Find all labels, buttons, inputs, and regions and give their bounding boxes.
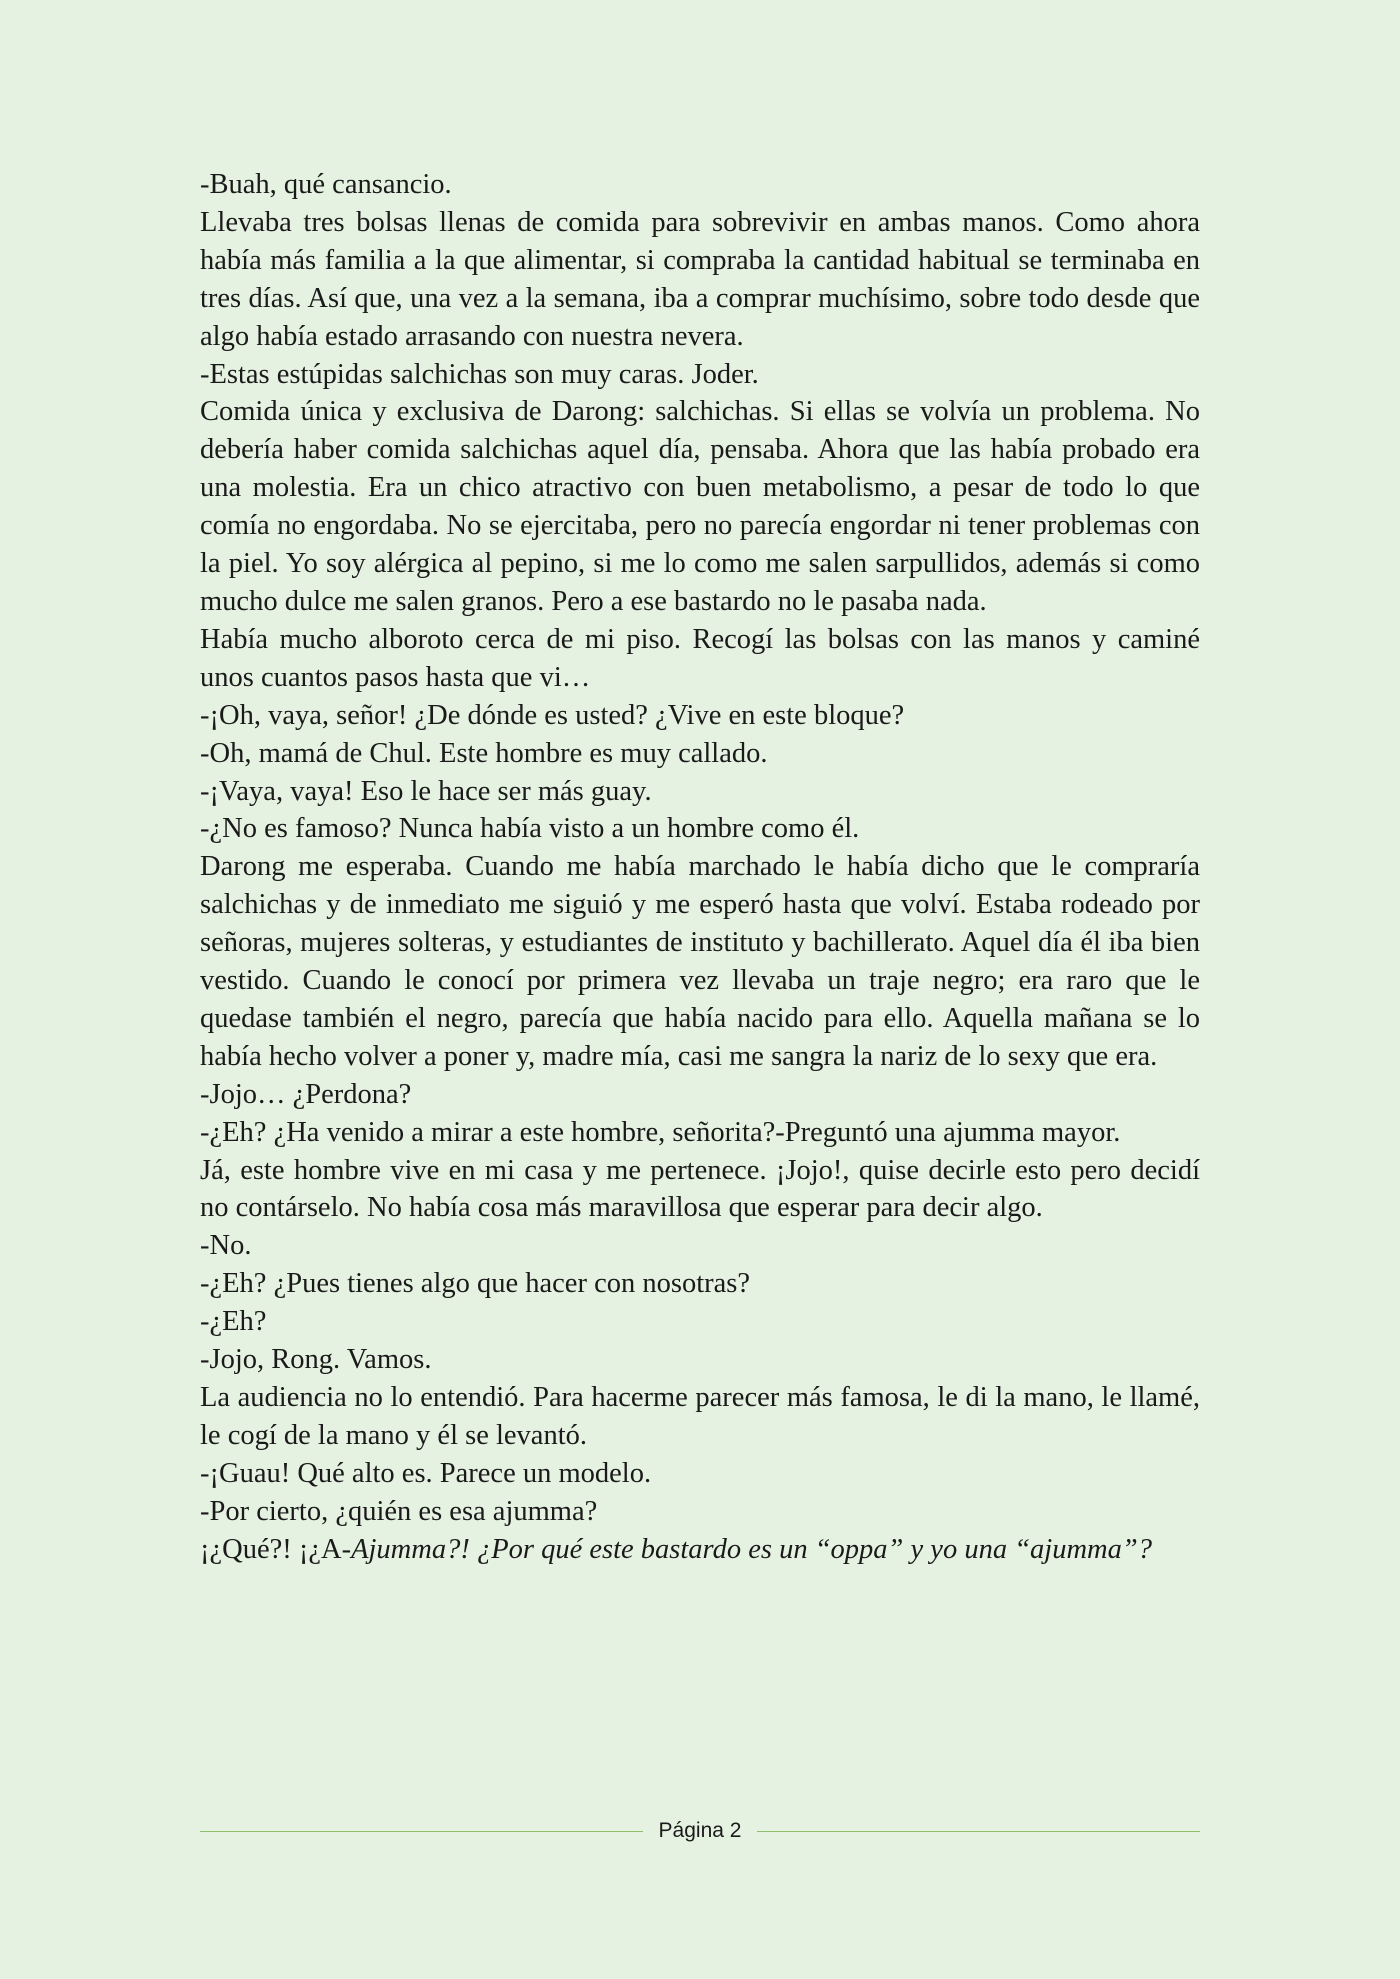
body-text [200,166,1200,1569]
paragraph: -¿Eh? ¿Ha venido a mirar a este hombre, señorita?-Preguntó una ajumma mayor. [200,1116,1121,1148]
closing-italic-text: Ajumma?! ¿Por qué este bastardo es un “oppa” y yo una “ajumma”? [351,1533,1152,1565]
paragraph: La audiencia no lo entendió. Para hacerme parecer más famosa, le di la mano, le llamé, le cogí de la mano y él se levantó. [200,1382,1200,1451]
paragraph: -¡Vaya, vaya! Eso le hace ser más guay. [200,775,652,807]
paragraph: -Oh, mamá de Chul. Este hombre es muy callado. [200,737,768,769]
paragraph: -¿No es famoso? Nunca había visto a un hombre como él. [200,813,860,845]
footer-rule-right [757,1831,1200,1832]
paragraph: -Jojo… ¿Perdona? [200,1078,412,1110]
paragraph: Darong me esperaba. Cuando me había marchado le había dicho que le compraría salchichas y de inmediato me siguió y me esperó hasta que volví. Estaba rodeado por señoras, mujeres solteras, y estudiantes de instituto y bachillerato. Aquel día él iba bien vestido. Cuando le conocí por primera vez llevaba un traje negro; era raro que le quedase también el negro, parecía que había nacido para ello. Aquella mañana se lo había hecho volver a poner y, madre mía, casi me sangra la nariz de lo sexy que era. [200,851,1200,1072]
paragraph: -Por cierto, ¿quién es esa ajumma? [200,1495,598,1527]
paragraph: -No. [200,1230,252,1262]
page-number: Página 2 [658,1819,742,1842]
paragraph: -¡Guau! Qué alto es. Parece un modelo. [200,1457,652,1489]
paragraph: -Jojo, Rong. Vamos. [200,1344,432,1376]
paragraph: -Estas estúpidas salchichas son muy caras. Joder. [200,358,759,390]
closing-plain-text: ¡¿Qué?! ¡¿A- [200,1533,352,1565]
paragraph: -¡Oh, vaya, señor! ¿De dónde es usted? ¿Vive en este bloque? [200,699,905,731]
paragraph: Já, este hombre vive en mi casa y me pertenece. ¡Jojo!, quise decirle esto pero decidí no contárselo. No había cosa más maravillosa que esperar para decir algo. [200,1154,1200,1224]
closing-paragraph [200,1531,1200,1569]
paragraph: -¿Eh? ¿Pues tienes algo que hacer con nosotras? [200,1268,750,1300]
paragraph: -¿Eh? [200,1306,267,1338]
paragraph: Comida única y exclusiva de Darong: salchichas. Si ellas se volvía un problema. No debería haber comida salchichas aquel día, pensaba. Ahora que las había probado era una molestia. Era un chico atractivo con buen metabolismo, a pesar de todo lo que comía no engordaba. No se ejercitaba, pero no parecía engordar ni tener problemas con la piel. Yo soy alérgica al pepino, si me lo como me salen sarpullidos, además si como mucho dulce me salen granos. Pero a ese bastardo no le pasaba nada. [200,396,1200,617]
page-footer [200,1815,1200,1847]
paragraph: Había mucho alboroto cerca de mi piso. Recogí las bolsas con las manos y caminé unos cuantos pasos hasta que vi… [200,623,1200,693]
paragraph: Llevaba tres bolsas llenas de comida para sobrevivir en ambas manos. Como ahora había más familia a la que alimentar, si compraba la cantidad habitual se terminaba en tres días. Así que, una vez a la semana, iba a comprar muchísimo, sobre todo desde que algo había estado arrasando con nuestra nevera. [200,206,1200,352]
paragraph: -Buah, qué cansancio. [200,169,452,200]
